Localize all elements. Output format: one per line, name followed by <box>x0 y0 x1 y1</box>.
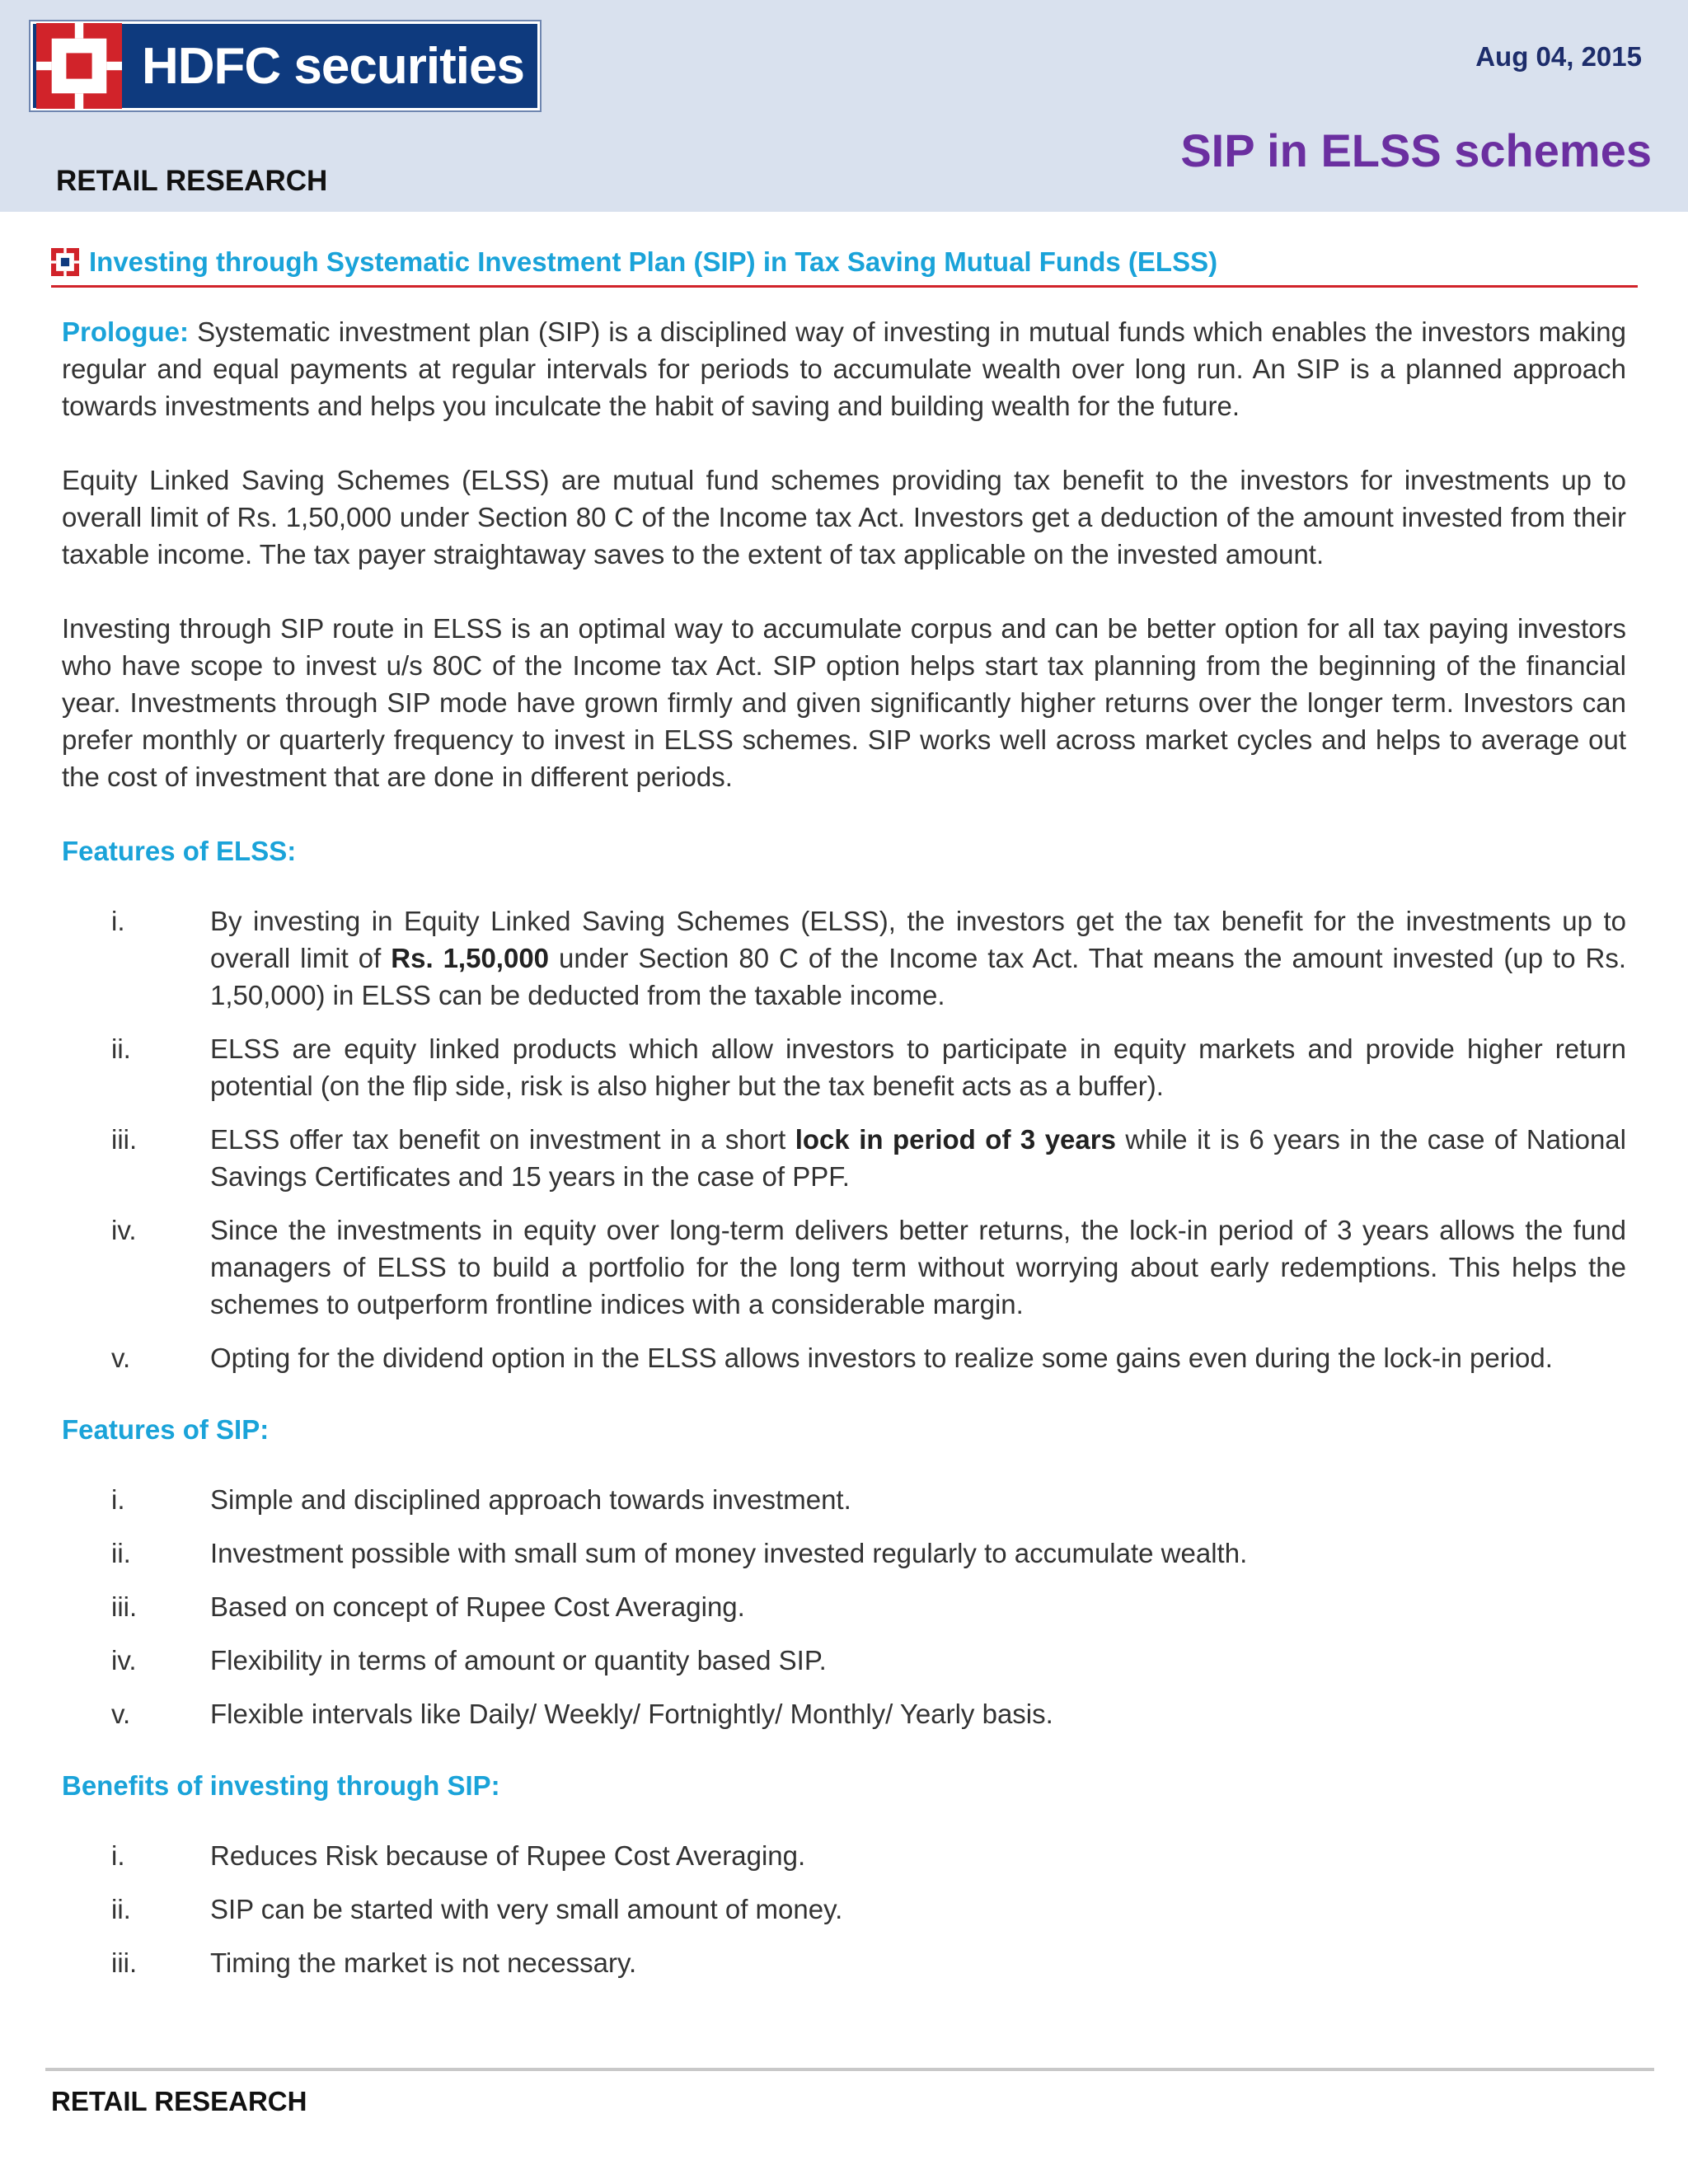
list-number: v. <box>111 1343 131 1373</box>
brand-name: HDFC securities <box>142 37 524 95</box>
list-item <box>62 1944 1626 1981</box>
list-item-text: ELSS are equity linked products which allow investors to participate in equity markets and provide higher return potential (on the flip side, risk is also higher but the tax benefit acts as a buffer). <box>210 1033 1626 1101</box>
section-heading <box>51 239 1638 288</box>
sip-features-list <box>62 1481 1626 1732</box>
prologue-label: Prologue: <box>62 316 189 347</box>
list-item-text: Opting for the dividend option in the ELSS allows investors to realize some gains even during the lock-in period. <box>210 1343 1553 1373</box>
hdfc-square-logo-icon <box>36 23 122 109</box>
prologue-paragraph <box>62 313 1626 424</box>
bold-run: lock in period of 3 years <box>795 1124 1116 1155</box>
list-item <box>62 1339 1626 1376</box>
sip-features-heading: Features of SIP: <box>62 1414 270 1445</box>
list-item <box>62 1837 1626 1874</box>
list-item <box>62 1891 1626 1928</box>
elss-features-list <box>62 902 1626 1376</box>
list-item-text: SIP can be started with very small amount of money. <box>210 1894 843 1924</box>
list-number: ii. <box>111 1538 131 1568</box>
list-item <box>62 1481 1626 1518</box>
list-item-text: Reduces Risk because of Rupee Cost Averaging. <box>210 1840 806 1871</box>
list-number: iii. <box>111 1947 138 1978</box>
list-item-text: Flexible intervals like Daily/ Weekly/ Fortnightly/ Monthly/ Yearly basis. <box>210 1699 1053 1729</box>
list-item <box>62 1588 1626 1625</box>
list-number: v. <box>111 1699 131 1729</box>
list-number: iv. <box>111 1645 137 1675</box>
spacer <box>62 1393 1626 1411</box>
report-body <box>62 313 1626 1998</box>
list-number: iii. <box>111 1124 138 1155</box>
prologue-text: Systematic investment plan (SIP) is a disciplined way of investing in mutual funds which enables the investors making regular and equal payments at regular intervals for periods to accumulate wealth over long run. An SIP is a planned approach towards investments and helps you inculcate the habit of saving and building wealth for the future. <box>62 316 1626 421</box>
hdfc-bullet-icon <box>51 248 79 276</box>
report-date: Aug 04, 2015 <box>1475 41 1642 72</box>
list-item-text: Based on concept of Rupee Cost Averaging. <box>210 1591 745 1622</box>
footer-divider <box>45 2068 1654 2071</box>
list-number: i. <box>111 1840 125 1871</box>
list-number: i. <box>111 1484 125 1515</box>
report-title: SIP in ELSS schemes <box>1180 124 1652 176</box>
list-item <box>62 1030 1626 1104</box>
list-item-text: Investment possible with small sum of money invested regularly to accumulate wealth. <box>210 1538 1248 1568</box>
sip-route-paragraph: Investing through SIP route in ELSS is an optimal way to accumulate corpus and can be better option for all tax paying investors who have scope to invest u/s 80C of the Income tax Act. SIP option helps start tax planning from the beginning of the financial year. Investments through SIP mode have grown firmly and given significantly higher returns over the longer term. Investors can prefer monthly or quarterly frequency to invest in ELSS schemes. SIP works well across market cycles and helps to average out the cost of investment that are done in different periods. <box>62 613 1626 792</box>
list-number: iii. <box>111 1591 138 1622</box>
list-number: ii. <box>111 1033 131 1064</box>
list-item <box>62 1121 1626 1195</box>
header-department: RETAIL RESEARCH <box>56 165 328 197</box>
bold-run: Rs. 1,50,000 <box>391 943 550 973</box>
list-item-text: Simple and disciplined approach towards investment. <box>210 1484 851 1515</box>
sip-benefits-list <box>62 1837 1626 1981</box>
list-number: iv. <box>111 1215 137 1245</box>
sip-benefits-heading: Benefits of investing through SIP: <box>62 1770 500 1801</box>
list-item-text: Since the investments in equity over long-term delivers better returns, the lock-in period of 3 years allows the fund managers of ELSS to build a portfolio for the long term without worrying about early redemptions. This helps the schemes to outperform frontline indices with a considerable margin. <box>210 1215 1626 1319</box>
list-item <box>62 1695 1626 1732</box>
text-run: under Section 80 C of the Income tax Act. That means the amount invested (up to Rs. 1,50,000) in ELSS can be deducted from the taxable income. <box>210 943 1627 1010</box>
hdfc-securities-logo <box>30 21 540 110</box>
list-item-text: Timing the market is not necessary. <box>210 1947 637 1978</box>
list-number: i. <box>111 906 125 936</box>
list-item-text: Flexibility in terms of amount or quantity based SIP. <box>210 1645 827 1675</box>
list-number: ii. <box>111 1894 131 1924</box>
elss-paragraph: Equity Linked Saving Schemes (ELSS) are mutual fund schemes providing tax benefit to the investors for investments up to overall limit of Rs. 1,50,000 under Section 80 C of the Income tax Act. Investors get a deduction of the amount invested from their taxable income. The tax payer straightaway saves to the extent of tax applicable on the invested amount. <box>62 465 1626 569</box>
text-run: while it is 6 years in the case of National Savings Certificates and 15 years in the case of PPF. <box>210 1124 1626 1192</box>
section-heading-text: Investing through Systematic Investment Plan (SIP) in Tax Saving Mutual Funds (ELSS) <box>89 246 1218 277</box>
list-item <box>62 1642 1626 1679</box>
text-run: ELSS offer tax benefit on investment in a short <box>210 1124 795 1155</box>
list-item-text <box>210 902 1626 1014</box>
list-item <box>62 1535 1626 1572</box>
spacer <box>62 1749 1626 1767</box>
list-item-text <box>210 1121 1626 1195</box>
footer-department: RETAIL RESEARCH <box>51 2086 307 2116</box>
report-header <box>0 0 1688 212</box>
text-run: By investing in Equity Linked Saving Schemes (ELSS), the investors get the tax benefit for the investments up to overall limit of <box>210 906 1626 973</box>
list-item <box>62 1212 1626 1323</box>
list-item <box>62 902 1626 1014</box>
elss-features-heading: Features of ELSS: <box>62 836 297 866</box>
